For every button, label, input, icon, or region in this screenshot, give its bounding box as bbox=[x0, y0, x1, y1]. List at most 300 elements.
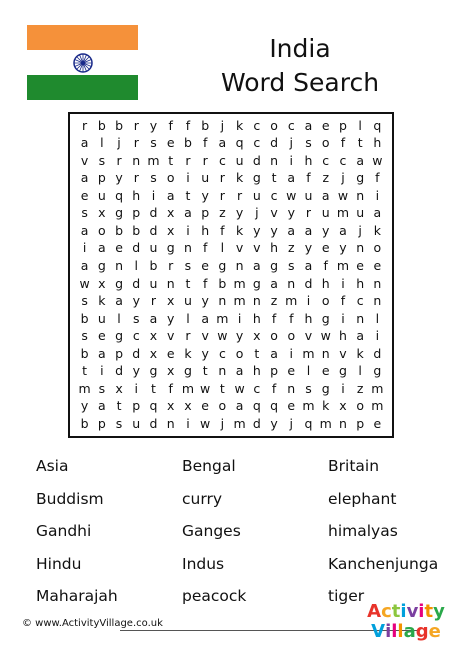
grid-letter: g bbox=[115, 328, 124, 344]
logo-letter: i bbox=[418, 601, 425, 622]
grid-letter: v bbox=[167, 328, 175, 344]
grid-letter: r bbox=[116, 152, 122, 168]
grid-letter: r bbox=[82, 117, 88, 133]
grid-letter: y bbox=[149, 117, 158, 133]
grid-letter: r bbox=[133, 170, 139, 186]
grid-letter: u bbox=[321, 205, 330, 221]
grid-letter: c bbox=[270, 187, 278, 203]
grid-letter: b bbox=[80, 415, 89, 431]
grid-letter: a bbox=[184, 205, 192, 221]
grid-letter: k bbox=[235, 117, 244, 133]
grid-letter: r bbox=[185, 152, 191, 168]
grid-letter: l bbox=[220, 240, 225, 256]
grid-letter: k bbox=[235, 222, 244, 238]
grid-letter: m bbox=[78, 380, 91, 396]
grid-letter: d bbox=[132, 240, 141, 256]
grid-letter: k bbox=[373, 222, 381, 238]
grid-letter: g bbox=[356, 170, 365, 186]
grid-letter: a bbox=[80, 222, 89, 238]
grid-letter: j bbox=[341, 170, 345, 186]
grid-letter: y bbox=[270, 222, 278, 238]
logo-letter: a bbox=[403, 621, 416, 642]
grid-letter: n bbox=[183, 240, 192, 256]
grid-letter: a bbox=[80, 135, 89, 151]
grid-letter: y bbox=[235, 205, 244, 221]
page-title-line-1: India bbox=[269, 34, 331, 63]
grid-letter: s bbox=[305, 135, 312, 151]
grid-letter: c bbox=[253, 117, 261, 133]
grid-letter: g bbox=[321, 310, 330, 326]
word-list-item: himalyas bbox=[328, 522, 398, 541]
grid-letter: h bbox=[270, 240, 279, 256]
grid-letter: i bbox=[134, 380, 138, 396]
grid-letter: t bbox=[185, 275, 191, 291]
grid-letter: f bbox=[202, 240, 208, 256]
grid-letter: n bbox=[115, 257, 124, 273]
grid-letter: n bbox=[218, 363, 227, 379]
grid-letter: b bbox=[183, 135, 192, 151]
word-list-item: Indus bbox=[182, 554, 225, 573]
grid-letter: h bbox=[132, 187, 141, 203]
grid-letter: m bbox=[233, 275, 246, 291]
grid-letter: r bbox=[168, 257, 174, 273]
grid-letter: e bbox=[321, 117, 330, 133]
grid-letter: i bbox=[341, 275, 345, 291]
word-list-item: Kanchenjunga bbox=[328, 554, 439, 573]
grid-letter: m bbox=[285, 293, 298, 309]
grid-letter: d bbox=[252, 415, 261, 431]
grid-letter: w bbox=[286, 187, 297, 203]
grid-letter: x bbox=[149, 328, 158, 344]
grid-letter: a bbox=[356, 152, 364, 168]
grid-letter: s bbox=[150, 170, 157, 186]
grid-letter: b bbox=[218, 275, 227, 291]
logo-letter: e bbox=[428, 621, 441, 642]
word-list-item: Buddism bbox=[36, 489, 104, 508]
grid-letter: j bbox=[358, 222, 362, 238]
grid-letter: s bbox=[81, 205, 88, 221]
grid-letter: l bbox=[134, 257, 138, 273]
grid-letter: q bbox=[270, 398, 279, 414]
grid-letter: y bbox=[132, 293, 140, 309]
grid-letter: y bbox=[270, 415, 278, 431]
word-list-item: Asia bbox=[36, 457, 69, 476]
grid-letter: a bbox=[304, 117, 313, 133]
grid-letter: m bbox=[371, 398, 384, 414]
grid-letter: b bbox=[201, 117, 210, 133]
grid-letter: h bbox=[252, 310, 261, 326]
grid-letter: v bbox=[253, 240, 261, 256]
flag-white-band bbox=[27, 50, 138, 75]
grid-letter: m bbox=[233, 293, 246, 309]
grid-letter: h bbox=[304, 152, 313, 168]
grid-letter: n bbox=[373, 275, 382, 291]
grid-letter: a bbox=[270, 275, 278, 291]
page-title-line-2: Word Search bbox=[220, 68, 380, 97]
grid-letter: o bbox=[287, 328, 296, 344]
grid-letter: l bbox=[100, 135, 104, 151]
grid-letter: f bbox=[168, 117, 173, 133]
grid-letter: t bbox=[219, 380, 225, 396]
grid-letter: e bbox=[115, 240, 123, 256]
grid-letter: f bbox=[306, 170, 311, 186]
grid-letter: b bbox=[115, 222, 124, 238]
grid-letter: c bbox=[218, 152, 226, 168]
grid-letter: a bbox=[304, 257, 313, 273]
grid-letter: t bbox=[254, 345, 260, 361]
grid-letter: y bbox=[80, 398, 89, 414]
grid-letter: h bbox=[252, 363, 261, 379]
grid-letter: r bbox=[202, 152, 208, 168]
grid-letter: m bbox=[302, 398, 315, 414]
grid-letter: c bbox=[218, 345, 226, 361]
grid-letter: w bbox=[79, 275, 90, 291]
grid-letter: g bbox=[252, 170, 261, 186]
grid-letter: o bbox=[235, 345, 244, 361]
word-list-item: tiger bbox=[328, 587, 365, 606]
grid-letter: o bbox=[321, 135, 330, 151]
grid-letter: p bbox=[115, 345, 124, 361]
grid-letter: i bbox=[375, 187, 380, 203]
grid-letter: t bbox=[151, 380, 156, 396]
grid-letter: g bbox=[97, 257, 106, 273]
grid-letter: z bbox=[270, 293, 278, 309]
grid-letter: c bbox=[322, 152, 330, 168]
grid-letter: x bbox=[98, 205, 106, 221]
grid-letter: i bbox=[375, 328, 380, 344]
logo-letter: g bbox=[415, 621, 429, 642]
grid-letter: v bbox=[235, 240, 244, 256]
grid-letter: o bbox=[166, 170, 175, 186]
grid-letter: d bbox=[149, 222, 158, 238]
grid-letter: g bbox=[270, 257, 279, 273]
grid-letter: j bbox=[289, 135, 293, 151]
grid-letter: c bbox=[356, 293, 364, 309]
grid-letter: k bbox=[322, 398, 330, 414]
logo-line-1 bbox=[363, 602, 449, 622]
grid-letter: l bbox=[306, 363, 311, 379]
grid-letter: s bbox=[133, 310, 140, 326]
grid-letter: o bbox=[270, 117, 278, 133]
grid-letter: y bbox=[287, 205, 295, 221]
grid-letter: g bbox=[115, 275, 124, 291]
grid-letter: p bbox=[201, 205, 210, 221]
grid-letter: h bbox=[321, 275, 330, 291]
grid-letter: x bbox=[149, 345, 158, 361]
grid-letter: p bbox=[338, 117, 347, 133]
grid-letter: v bbox=[339, 345, 347, 361]
grid-letter: n bbox=[356, 187, 365, 203]
grid-letter: g bbox=[252, 275, 261, 291]
grid-letter: e bbox=[373, 257, 382, 273]
grid-letter: z bbox=[219, 205, 226, 221]
grid-letter: i bbox=[341, 380, 345, 396]
grid-letter: z bbox=[322, 170, 329, 186]
grid-letter: s bbox=[98, 380, 106, 396]
grid-letter: l bbox=[117, 310, 121, 326]
grid-letter: f bbox=[185, 117, 191, 133]
logo-letter: t bbox=[391, 601, 401, 622]
grid-letter: n bbox=[338, 415, 347, 431]
grid-letter: p bbox=[132, 398, 141, 414]
grid-letter: h bbox=[201, 222, 210, 238]
grid-letter: a bbox=[97, 345, 106, 361]
grid-letter: n bbox=[356, 240, 365, 256]
grid-letter: f bbox=[340, 293, 346, 309]
grid-letter: a bbox=[97, 398, 106, 414]
grid-letter: s bbox=[115, 415, 123, 431]
grid-letter: f bbox=[202, 135, 208, 151]
grid-letter: a bbox=[287, 170, 296, 186]
grid-letter: b bbox=[132, 222, 141, 238]
grid-letter: d bbox=[373, 345, 382, 361]
grid-letter: x bbox=[167, 398, 175, 414]
grid-letter: x bbox=[184, 398, 192, 414]
grid-letter: g bbox=[115, 205, 124, 221]
grid-letter: w bbox=[337, 187, 349, 203]
grid-letter: u bbox=[235, 152, 244, 168]
grid-letter: f bbox=[168, 380, 173, 396]
grid-letter: i bbox=[237, 310, 242, 326]
grid-letter: y bbox=[304, 240, 313, 256]
grid-letter: s bbox=[150, 135, 157, 151]
grid-letter: r bbox=[133, 135, 139, 151]
grid-letter: g bbox=[149, 363, 158, 379]
grid-letter: y bbox=[322, 222, 330, 238]
grid-letter: d bbox=[132, 275, 141, 291]
grid-letter: q bbox=[115, 187, 124, 203]
grid-letter: w bbox=[200, 415, 211, 431]
grid-letter: u bbox=[97, 187, 106, 203]
grid-letter: y bbox=[201, 187, 209, 203]
grid-letter: d bbox=[270, 135, 279, 151]
india-flag bbox=[27, 25, 138, 100]
grid-letter: r bbox=[133, 117, 139, 133]
grid-letter: v bbox=[201, 328, 209, 344]
grid-letter: j bbox=[255, 205, 259, 221]
grid-letter: v bbox=[304, 328, 313, 344]
grid-letter: p bbox=[97, 415, 106, 431]
grid-letter: p bbox=[132, 205, 141, 221]
grid-letter: s bbox=[81, 328, 88, 344]
word-list bbox=[36, 450, 446, 620]
grid-letter: j bbox=[220, 117, 225, 133]
grid-letter: a bbox=[287, 222, 296, 238]
grid-letter: q bbox=[235, 135, 244, 151]
logo-letter: V bbox=[371, 621, 386, 642]
grid-letter: a bbox=[235, 363, 244, 379]
grid-letter: x bbox=[339, 398, 347, 414]
grid-letter: f bbox=[323, 257, 328, 273]
grid-letter: o bbox=[356, 398, 364, 414]
grid-letter: y bbox=[235, 328, 244, 344]
grid-letter: u bbox=[132, 415, 141, 431]
grid-letter: z bbox=[287, 240, 295, 256]
word-list-item: Bengal bbox=[182, 457, 236, 476]
grid-letter: v bbox=[270, 205, 278, 221]
grid-letter: h bbox=[373, 135, 382, 151]
grid-letter: i bbox=[82, 240, 87, 256]
word-list-item: Gandhi bbox=[36, 522, 92, 541]
grid-letter: m bbox=[181, 380, 195, 396]
logo-letter: v bbox=[406, 601, 419, 622]
grid-letter: r bbox=[185, 328, 191, 344]
grid-letter: r bbox=[305, 205, 312, 221]
logo-letter: i bbox=[385, 621, 392, 642]
grid-letter: a bbox=[304, 222, 313, 238]
grid-letter: a bbox=[115, 293, 123, 309]
grid-letter: a bbox=[235, 398, 244, 414]
grid-letter: i bbox=[289, 152, 293, 168]
grid-letter: u bbox=[252, 187, 261, 203]
grid-letter: j bbox=[289, 415, 293, 431]
grid-letter: x bbox=[167, 363, 175, 379]
grid-letter: y bbox=[339, 240, 347, 256]
grid-letter: d bbox=[132, 345, 141, 361]
grid-letter: a bbox=[97, 240, 106, 256]
grid-letter: f bbox=[220, 222, 225, 238]
grid-letter: q bbox=[304, 415, 313, 431]
grid-letter: n bbox=[166, 415, 175, 431]
grid-letter: i bbox=[289, 345, 293, 361]
word-list-item: Britain bbox=[328, 457, 380, 476]
grid-letter: d bbox=[252, 152, 261, 168]
grid-letter: e bbox=[356, 257, 364, 273]
grid-letter: c bbox=[287, 117, 295, 133]
grid-letter: m bbox=[336, 257, 350, 273]
grid-letter: y bbox=[201, 293, 209, 309]
grid-letter: u bbox=[183, 293, 192, 309]
grid-letter: m bbox=[302, 345, 315, 361]
logo-letter: i bbox=[400, 601, 407, 622]
grid-letter: g bbox=[338, 363, 347, 379]
grid-letter: d bbox=[149, 415, 158, 431]
grid-letter: j bbox=[220, 415, 225, 431]
grid-letter: t bbox=[82, 363, 88, 379]
grid-letter: f bbox=[271, 380, 277, 396]
grid-letter: x bbox=[167, 222, 175, 238]
grid-letter: n bbox=[287, 380, 296, 396]
grid-letter: i bbox=[151, 187, 156, 203]
grid-letter: y bbox=[115, 170, 123, 186]
grid-letter: b bbox=[115, 117, 124, 133]
grid-letter: i bbox=[186, 222, 190, 238]
grid-letter: a bbox=[80, 170, 89, 186]
grid-letter: i bbox=[341, 310, 345, 326]
grid-letter: a bbox=[80, 257, 89, 273]
grid-letter: c bbox=[132, 328, 140, 344]
grid-letter: i bbox=[100, 363, 104, 379]
grid-letter: g bbox=[321, 380, 330, 396]
grid-letter: s bbox=[184, 257, 192, 273]
grid-letter: m bbox=[371, 380, 384, 396]
grid-letter: k bbox=[184, 345, 192, 361]
grid-letter: t bbox=[116, 398, 122, 414]
grid-letter: n bbox=[270, 152, 279, 168]
grid-letter: n bbox=[166, 275, 175, 291]
grid-letter: i bbox=[306, 293, 311, 309]
grid-letter: e bbox=[201, 257, 209, 273]
grid-letter: c bbox=[253, 380, 261, 396]
grid-letter: l bbox=[358, 117, 362, 133]
grid-letter: g bbox=[166, 240, 175, 256]
activity-village-logo bbox=[363, 602, 449, 646]
grid-letter: a bbox=[218, 135, 227, 151]
grid-letter: i bbox=[186, 170, 190, 186]
grid-letter: o bbox=[270, 328, 278, 344]
grid-letter: q bbox=[373, 117, 382, 133]
logo-letter: A bbox=[367, 601, 382, 622]
grid-letter: b bbox=[80, 345, 89, 361]
grid-letter: j bbox=[117, 135, 121, 151]
grid-letter: r bbox=[219, 187, 225, 203]
grid-letter: o bbox=[321, 293, 330, 309]
grid-letter: n bbox=[373, 293, 382, 309]
logo-letter: l bbox=[397, 621, 404, 642]
grid-letter: s bbox=[288, 257, 295, 273]
grid-letter: s bbox=[305, 380, 312, 396]
grid-letter: e bbox=[287, 398, 296, 414]
logo-letter: t bbox=[424, 601, 434, 622]
grid-letter: l bbox=[375, 310, 380, 326]
grid-letter: n bbox=[287, 275, 296, 291]
grid-letter: n bbox=[132, 152, 141, 168]
grid-letter: o bbox=[218, 398, 227, 414]
grid-letter: w bbox=[320, 328, 331, 344]
grid-letter: u bbox=[201, 170, 210, 186]
grid-letter: k bbox=[98, 293, 106, 309]
grid-letter: c bbox=[253, 135, 261, 151]
grid-letter: q bbox=[252, 398, 261, 414]
grid-letter: r bbox=[219, 170, 225, 186]
grid-letter: f bbox=[340, 135, 346, 151]
grid-letter: p bbox=[97, 170, 106, 186]
grid-letter: e bbox=[287, 363, 296, 379]
grid-letter: e bbox=[321, 363, 330, 379]
grid-letter: e bbox=[373, 415, 382, 431]
copyright-text: © www.ActivityVillage.co.uk bbox=[22, 618, 163, 629]
grid-letter: n bbox=[218, 293, 227, 309]
letter-grid bbox=[68, 112, 394, 438]
grid-letter: a bbox=[201, 310, 209, 326]
grid-letter: m bbox=[147, 152, 160, 168]
logo-line-2 bbox=[363, 622, 449, 642]
grid-letter: b bbox=[97, 117, 106, 133]
grid-letter: w bbox=[372, 152, 383, 168]
grid-letter: d bbox=[149, 205, 158, 221]
grid-letter: g bbox=[373, 363, 382, 379]
logo-letter: l bbox=[391, 621, 398, 642]
grid-letter: n bbox=[252, 293, 261, 309]
grid-letter: a bbox=[356, 328, 364, 344]
grid-letter: h bbox=[356, 275, 365, 291]
grid-letter: w bbox=[217, 328, 228, 344]
grid-letter: n bbox=[321, 345, 330, 361]
grid-letter: a bbox=[373, 205, 382, 221]
word-list-item: peacock bbox=[182, 587, 247, 606]
grid-letter: u bbox=[304, 187, 313, 203]
grid-letter: s bbox=[81, 293, 88, 309]
grid-letter: f bbox=[202, 275, 208, 291]
grid-letter: s bbox=[98, 152, 106, 168]
grid-letter: y bbox=[253, 222, 261, 238]
grid-letter: y bbox=[201, 345, 209, 361]
grid-letter: x bbox=[167, 205, 175, 221]
grid-letter: k bbox=[235, 170, 244, 186]
grid-letter: v bbox=[80, 152, 89, 168]
grid-letter: x bbox=[167, 293, 175, 309]
grid-letter: a bbox=[270, 345, 278, 361]
